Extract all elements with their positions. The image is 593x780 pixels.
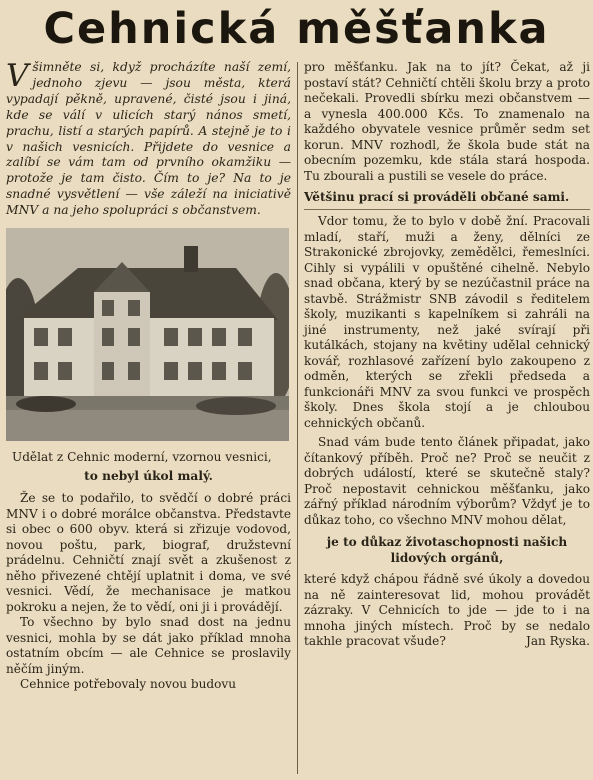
right-body-paragraph-2: Snad vám bude tento článek připadat, jako čítankový příběh. Proč ne? Proč se neučit z dobrých událostí, které se skutečně staly? Proč nepostavit cehnickou měšťanku, jako zářný příklad národním výborům? Vždyť je to důkaz toho, co všechno MNV mohou dělat, xyxy=(304,435,590,527)
left-body-paragraph-3: Cehnice potřebovaly novou budovu xyxy=(20,677,237,692)
school-building-illustration xyxy=(6,228,289,441)
right-body-paragraph-1: Vdor tomu, že to bylo v době žní. Pracovali mladí, staří, muži a ženy, dělníci ze Strakonické zbrojovky, zemědělci, řemeslníci. Cihly si vypálili v opuštěné cihelně. Nebylo snad občana, který by se nezúčastnil práce na stavbě. Strážmistr SNB závodil s ředitelem školy, muzikanti s kapelníkem si zahráli na jiné instrumenty, než jaké svírají při kutálkách, stojany na květiny udělal cehnický kovář, rozhlasové zařízení bylo zakoupeno z odměn, kterých se zřekli předseda a funkcionáři MNV za svou funkci ve prospěch školy. Dnes škola stojí a je chloubou cehnických občanů. xyxy=(304,214,590,430)
section-rule xyxy=(304,209,590,210)
right-intro-paragraph: pro měšťanku. Jak na to jít? Čekat, až ji postaví stát? Cehničtí chtěli školu brzy a proto nečekali. Provedli sbírku mezi občanstvem — a vynesla 400.000 Kčs. To znamenalo na každého obyvatele vesnice průměr sedm set korun. MNV rozhodl, že škola bude stát na obecním pozemku, kde stála stará hospoda. Tu zbourali a pustili se vesele do práce. xyxy=(304,60,590,183)
closing-paragraph xyxy=(304,572,590,650)
article-headline: Cehnická měšťanka xyxy=(43,4,550,54)
right-column xyxy=(304,60,590,650)
photo-caption: Udělat z Cehnic moderní, vzornou vesnici, xyxy=(12,450,272,465)
author-signature: Jan Ryska. xyxy=(525,634,590,648)
left-body-paragraph-2: To všechno by bylo snad dost na jednu vesnici, mohla by se dát jako příklad mnoha ostatním obcím — ale Cehnice se proslavily něčím jiným. xyxy=(6,615,291,676)
school-building-photo xyxy=(6,228,289,441)
closing-text: které když chápou řádně své úkoly a dovedou na ně zainteresovat lid, mohou provádět zázraky. V Cehnicích to jde — jde to i na mnoha jiných místech. Proč by se nedalo takhle pracovat všude? xyxy=(304,572,590,648)
left-column xyxy=(6,60,291,693)
lead-paragraph xyxy=(6,60,291,219)
caption-emphasis: to nebyl úkol malý. xyxy=(84,469,213,484)
drop-cap: V xyxy=(6,58,29,94)
left-body-paragraph-1: Že se to podařilo, to svědčí o dobré práci MNV i o dobré morálce občanstva. Představte si obec o 600 obyv. která si zřizuje vodovod, novou poštu, park, biograf, družstevní prádelnu. Cehničtí znají svět a zkušenost z něho přivezené chtějí uplatnit i doma, ve své vesnici. Vědí, že mechanisace je matkou pokroku a nejen, že to vědí, oni ji i provádějí. xyxy=(6,491,291,614)
subheading-proof: je to důkaz životaschopnosti našich lidových orgánů, xyxy=(326,535,568,565)
column-divider xyxy=(297,62,298,774)
subheading-citizens: Většinu prací si prováděli občané sami. xyxy=(304,190,570,204)
lead-text: šimněte si, když procházíte naší zemí, jednoho zjevu — jsou města, která vypadají pěkně, upravené, čisté jsou i jiná, kde se válí v ulicích starý nános smetí, prachu, listí a starých papírů. A stejně je to i v našich vesnicích. Přijdete do vesnice a zalíbí se vám tam od prvního okamžiku — protože je tam čisto. Čím to je? Na to je snadné vysvětlení — vše záleží na iniciativě MNV a na jeho spolupráci s občanstvem. xyxy=(6,60,291,218)
